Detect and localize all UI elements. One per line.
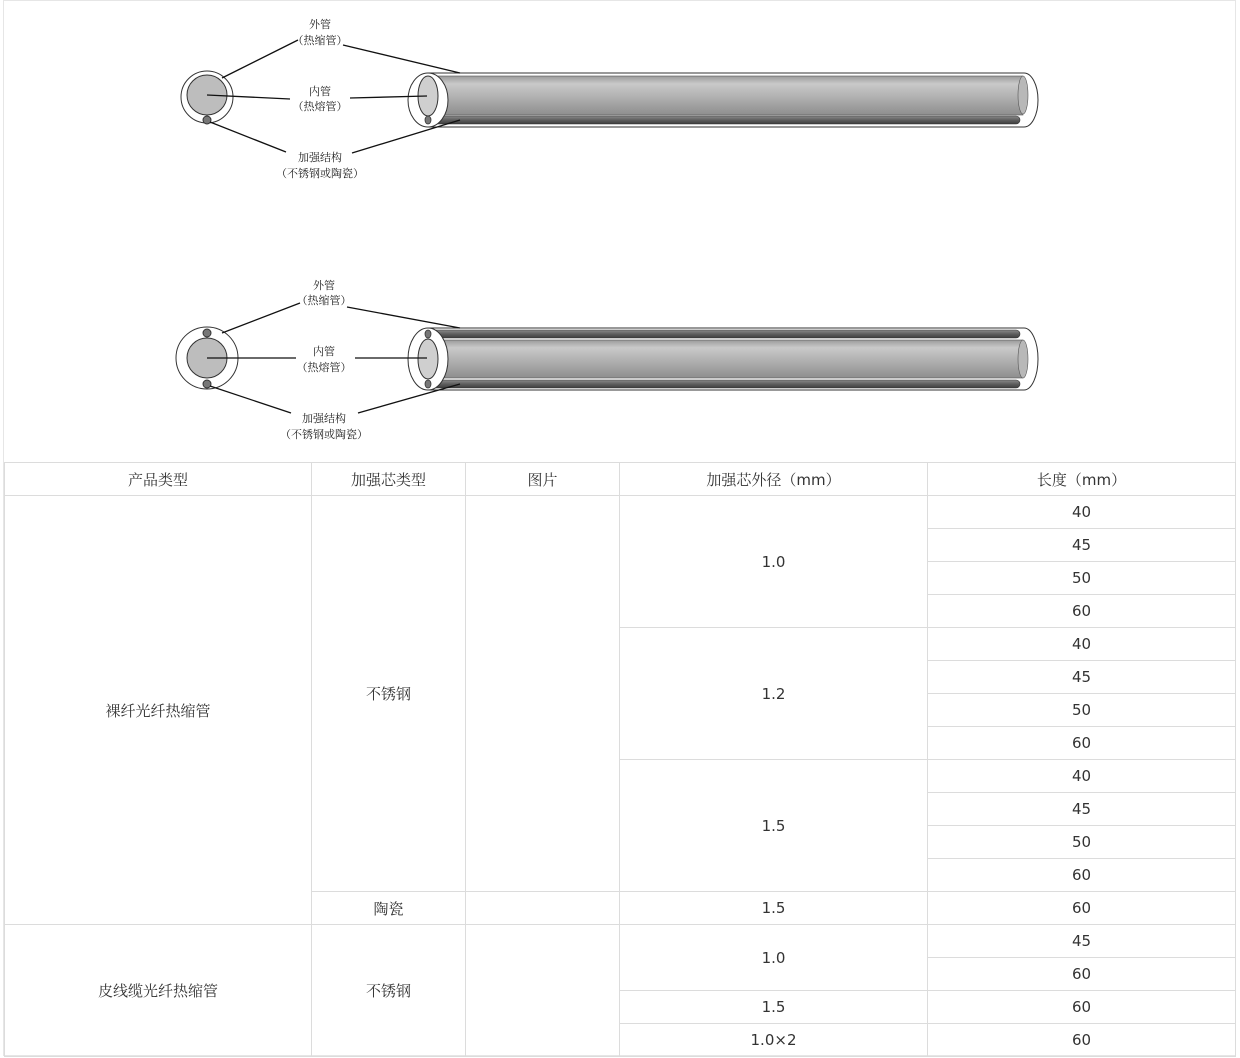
inner-tube-sublabel: （热熔管） xyxy=(296,361,352,374)
core-type-cell: 不锈钢 xyxy=(312,496,466,892)
core-diameter-cell: 1.0 xyxy=(620,925,928,991)
length-cell: 45 xyxy=(928,529,1236,562)
header-length: 长度（mm） xyxy=(928,463,1236,496)
tube-side-view-icon xyxy=(408,73,1038,127)
length-cell: 60 xyxy=(928,1024,1236,1057)
product-type-cell: 皮线缆光纤热缩管 xyxy=(5,925,312,1057)
length-cell: 40 xyxy=(928,628,1236,661)
core-diameter-cell: 1.5 xyxy=(620,991,928,1024)
header-product-type: 产品类型 xyxy=(5,463,312,496)
table-header-row xyxy=(5,463,1236,496)
length-cell: 60 xyxy=(928,958,1236,991)
picture-cell xyxy=(466,892,620,925)
length-cell: 60 xyxy=(928,991,1236,1024)
outer-tube-sublabel: （热缩管） xyxy=(296,294,352,307)
inner-tube-label: 内管 xyxy=(313,345,335,358)
header-core-type: 加强芯类型 xyxy=(312,463,466,496)
cross-section-icon xyxy=(181,71,233,124)
length-cell: 60 xyxy=(928,859,1236,892)
length-cell: 50 xyxy=(928,562,1236,595)
length-cell: 50 xyxy=(928,826,1236,859)
spec-table xyxy=(4,462,1236,1057)
length-cell: 60 xyxy=(928,892,1236,925)
length-cell: 60 xyxy=(928,727,1236,760)
length-cell: 45 xyxy=(928,793,1236,826)
header-picture: 图片 xyxy=(466,463,620,496)
outer-tube-sublabel: （热缩管） xyxy=(292,34,348,47)
core-diameter-cell: 1.0×2 xyxy=(620,1024,928,1057)
reinforce-label: 加强结构 xyxy=(302,412,346,425)
core-diameter-cell: 1.5 xyxy=(620,892,928,925)
core-diameter-cell: 1.0 xyxy=(620,496,928,628)
length-cell: 40 xyxy=(928,496,1236,529)
reinforce-sublabel: （不锈钢或陶瓷） xyxy=(280,428,368,441)
core-type-cell: 不锈钢 xyxy=(312,925,466,1057)
diagram-double-rod xyxy=(176,278,1038,441)
reinforce-label: 加强结构 xyxy=(298,151,342,164)
tube-side-view-icon xyxy=(408,328,1038,390)
length-cell: 40 xyxy=(928,760,1236,793)
structure-diagrams xyxy=(0,0,1240,462)
inner-tube-sublabel: （热熔管） xyxy=(292,100,348,113)
core-diameter-cell: 1.2 xyxy=(620,628,928,760)
length-cell: 45 xyxy=(928,925,1236,958)
core-type-cell: 陶瓷 xyxy=(312,892,466,925)
table-row xyxy=(5,925,1236,958)
header-core-diameter: 加强芯外径（mm） xyxy=(620,463,928,496)
length-cell: 45 xyxy=(928,661,1236,694)
table-row xyxy=(5,496,1236,529)
inner-tube-label: 内管 xyxy=(309,85,331,98)
picture-cell xyxy=(466,925,620,1057)
outer-tube-label: 外管 xyxy=(313,279,335,292)
product-type-cell: 裸纤光纤热缩管 xyxy=(5,496,312,925)
length-cell: 50 xyxy=(928,694,1236,727)
length-cell: 60 xyxy=(928,595,1236,628)
core-diameter-cell: 1.5 xyxy=(620,760,928,892)
outer-tube-label: 外管 xyxy=(309,18,331,31)
reinforce-sublabel: （不锈钢或陶瓷） xyxy=(276,167,364,180)
picture-cell xyxy=(466,496,620,892)
diagram-single-rod xyxy=(181,17,1038,180)
